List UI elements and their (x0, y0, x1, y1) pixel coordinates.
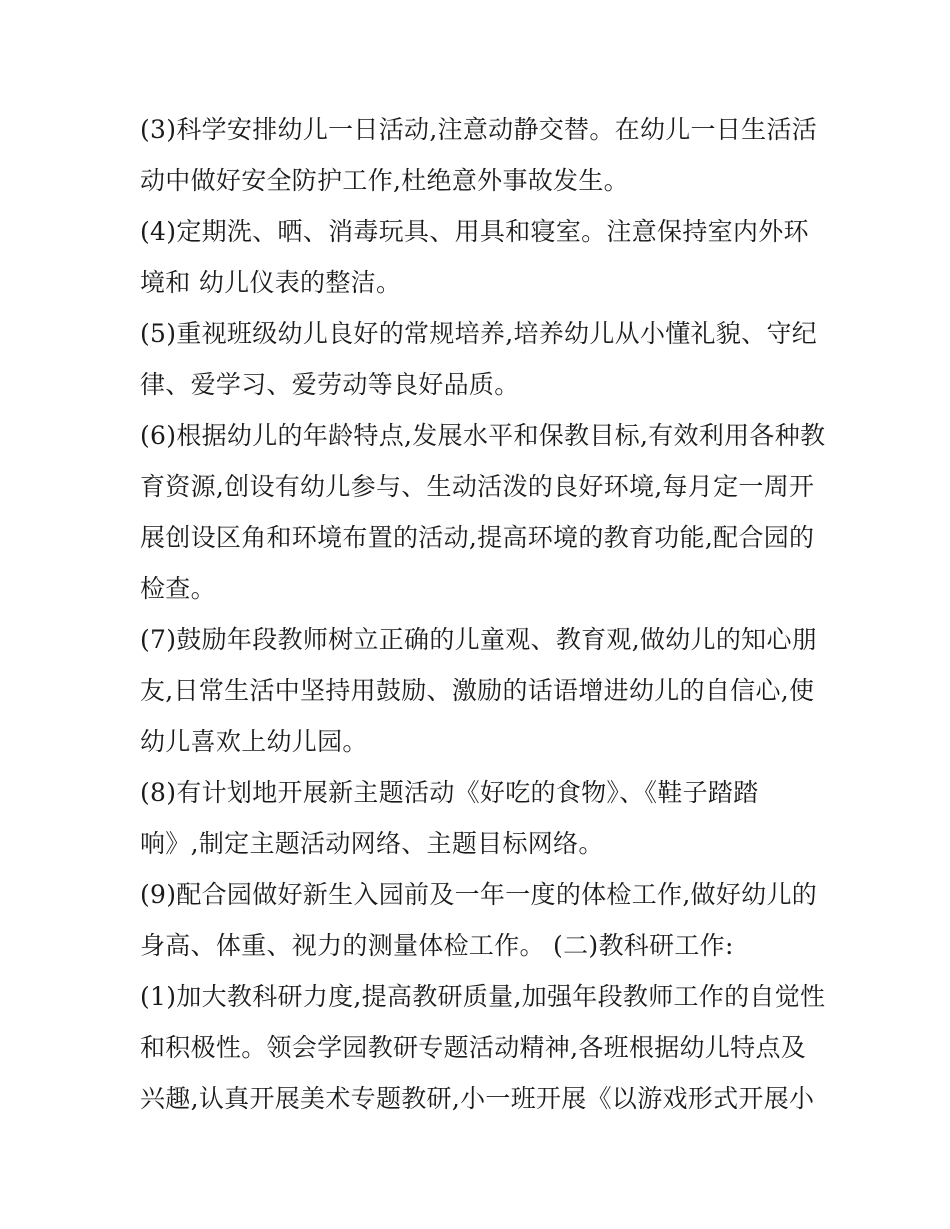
text-line: (1)加大教科研力度,提高教研质量,加强年段教师工作的自觉性 (140, 982, 826, 1011)
text-line: 律、爱学习、爱劳动等良好品质。 (140, 370, 520, 399)
text-line: 和积极性。领会学园教研专题活动精神,各班根据幼儿特点及 (140, 1033, 807, 1062)
text-line: 动中做好安全防护工作,杜绝意外事故发生。 (140, 166, 629, 195)
text-line: 响》,制定主题活动网络、主题目标网络。 (140, 829, 604, 858)
text-line: (7)鼓励年段教师树立正确的儿童观、教育观,做幼儿的知心朋 (140, 625, 818, 654)
text-line: (9)配合园做好新生入园前及一年一度的体检工作,做好幼儿的 (140, 880, 818, 909)
text-line: 友,日常生活中坚持用鼓励、激励的话语增进幼儿的自信心,使 (140, 676, 815, 705)
text-line: (5)重视班级幼儿良好的常规培养,培养幼儿从小懂礼貌、守纪 (140, 319, 818, 348)
text-line: 身高、体重、视力的测量体检工作。 (二)教科研工作: (140, 931, 734, 960)
text-line: 检查。 (140, 574, 216, 603)
text-line: 育资源,创设有幼儿参与、生动活泼的良好环境,每月定一周开 (140, 472, 815, 501)
text-line: (8)有计划地开展新主题活动《好吃的食物》、《鞋子踏踏 (140, 778, 759, 807)
text-line: 境和 幼儿仪表的整洁。 (140, 268, 402, 297)
text-line: 展创设区角和环境布置的活动,提高环境的教育功能,配合园的 (140, 523, 815, 552)
text-line: 幼儿喜欢上幼儿园。 (140, 727, 368, 756)
text-line: (4)定期洗、晒、消毒玩具、用具和寝室。注意保持室内外环 (140, 217, 809, 246)
text-line: (6)根据幼儿的年龄特点,发展水平和保教目标,有效利用各种教 (140, 421, 826, 450)
text-line: (3)科学安排幼儿一日活动,注意动静交替。在幼儿一日生活活 (140, 115, 818, 144)
text-line: 兴趣,认真开展美术专题教研,小一班开展《以游戏形式开展小 (140, 1084, 815, 1113)
